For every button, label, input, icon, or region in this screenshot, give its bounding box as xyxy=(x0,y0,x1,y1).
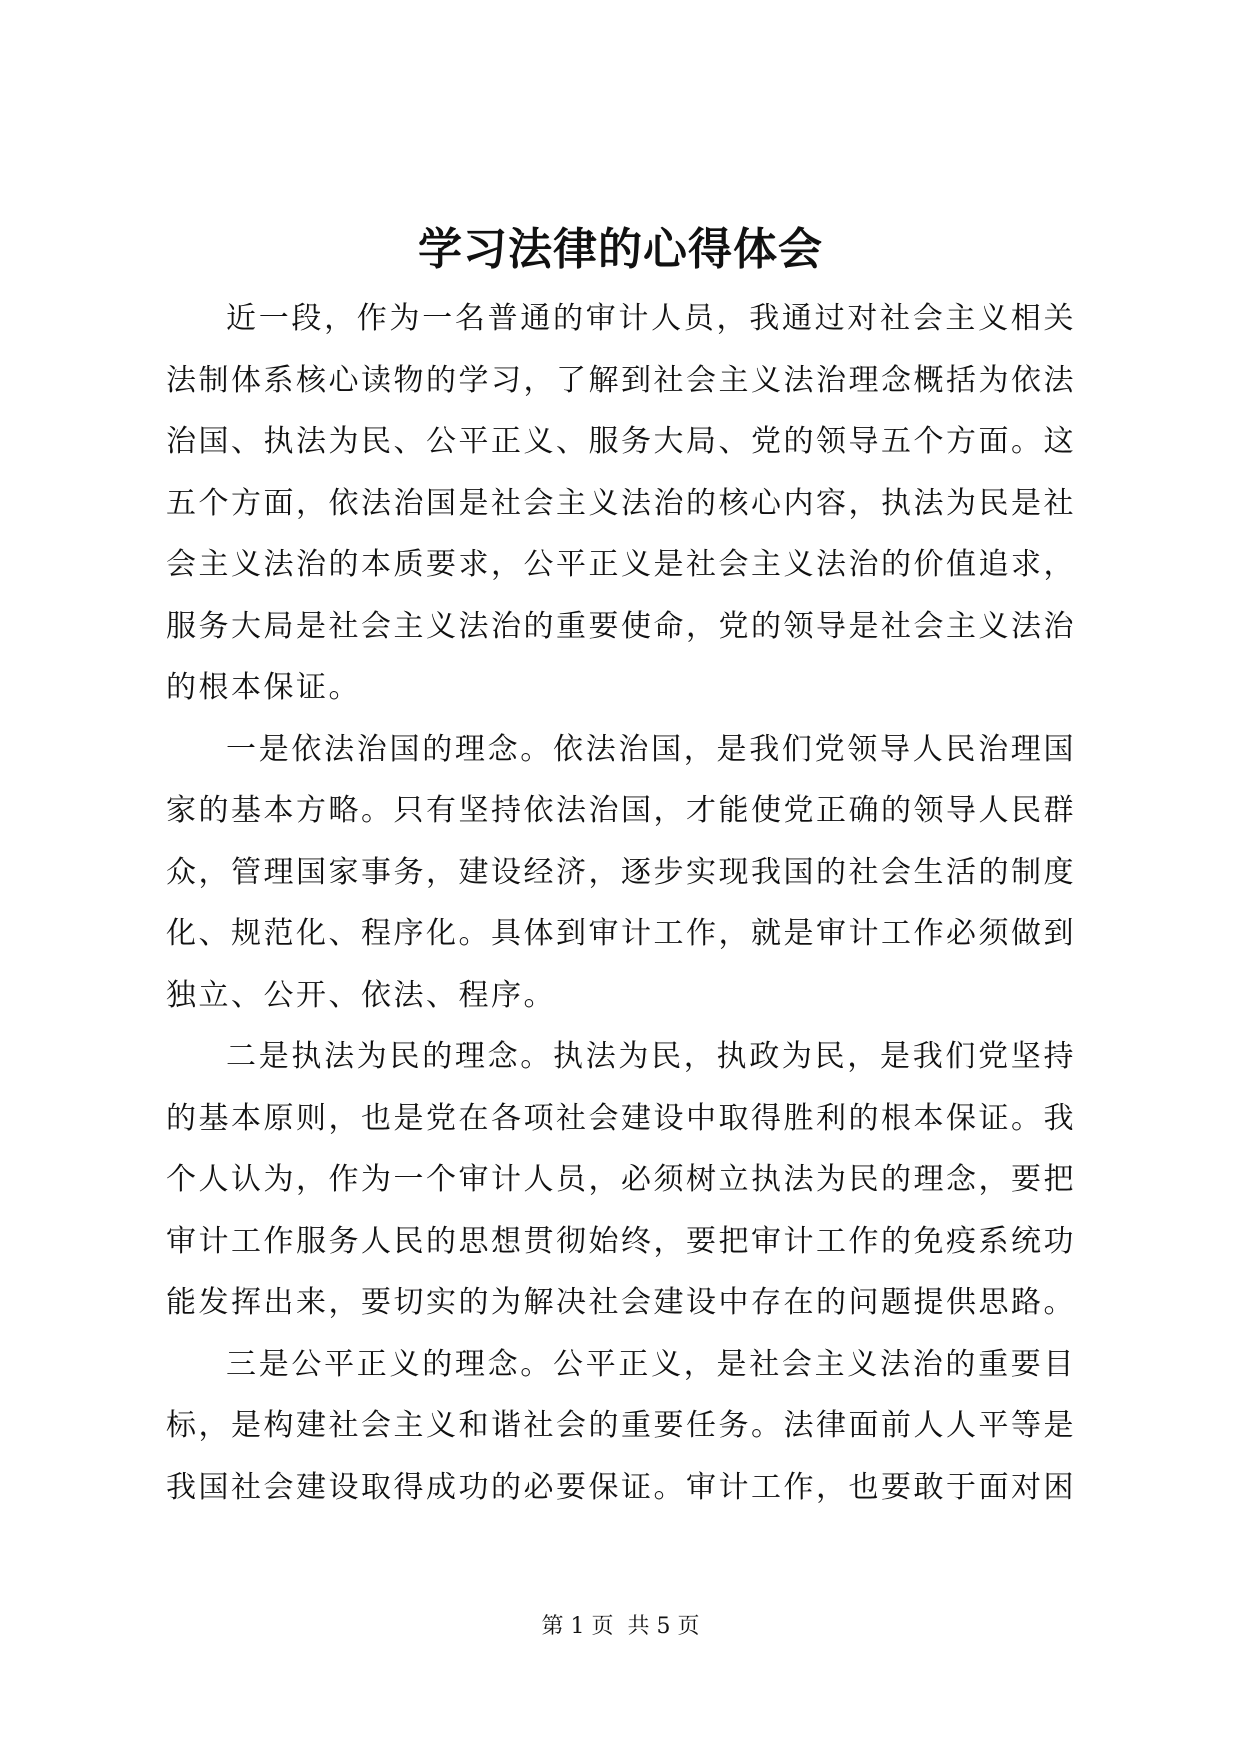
page-number-label: 第 1 页 共 5 页 xyxy=(541,1614,700,1639)
page-footer xyxy=(0,1612,1241,1642)
document-body xyxy=(166,288,1076,1518)
paragraph-fairness-justice: 三是公平正义的理念。公平正义，是社会主义法治的重要目标，是构建社会主义和谐社会的重要任务。法律面前人人平等是我国社会建设取得成功的必要保证。审计工作，也要敢于面对困 xyxy=(166,1346,1076,1505)
paragraph-rule-of-law: 一是依法治国的理念。依法治国，是我们党领导人民治理国家的基本方略。只有坚持依法治国，才能使党正确的领导人民群众，管理国家事务，建设经济，逐步实现我国的社会生活的制度化、规范化、程序化。具体到审计工作，就是审计工作必须做到独立、公开、依法、程序。 xyxy=(166,731,1076,1013)
document-title: 学习法律的心得体会 xyxy=(418,224,823,275)
paragraph-intro: 近一段，作为一名普通的审计人员，我通过对社会主义相关法制体系核心读物的学习，了解到社会主义法治理念概括为依法治国、执法为民、公平正义、服务大局、党的领导五个方面。这五个方面，依法治国是社会主义法治的核心内容，执法为民是社会主义法治的本质要求，公平正义是社会主义法治的价值追求，服务大局是社会主义法治的重要使命，党的领导是社会主义法治的根本保证。 xyxy=(166,301,1076,705)
paragraph-law-for-people: 二是执法为民的理念。执法为民，执政为民，是我们党坚持的基本原则，也是党在各项社会建设中取得胜利的根本保证。我个人认为，作为一个审计人员，必须树立执法为民的理念，要把审计工作服务人民的思想贯彻始终，要把审计工作的免疫系统功能发挥出来，要切实的为解决社会建设中存在的问题提供思路。 xyxy=(166,1039,1076,1320)
